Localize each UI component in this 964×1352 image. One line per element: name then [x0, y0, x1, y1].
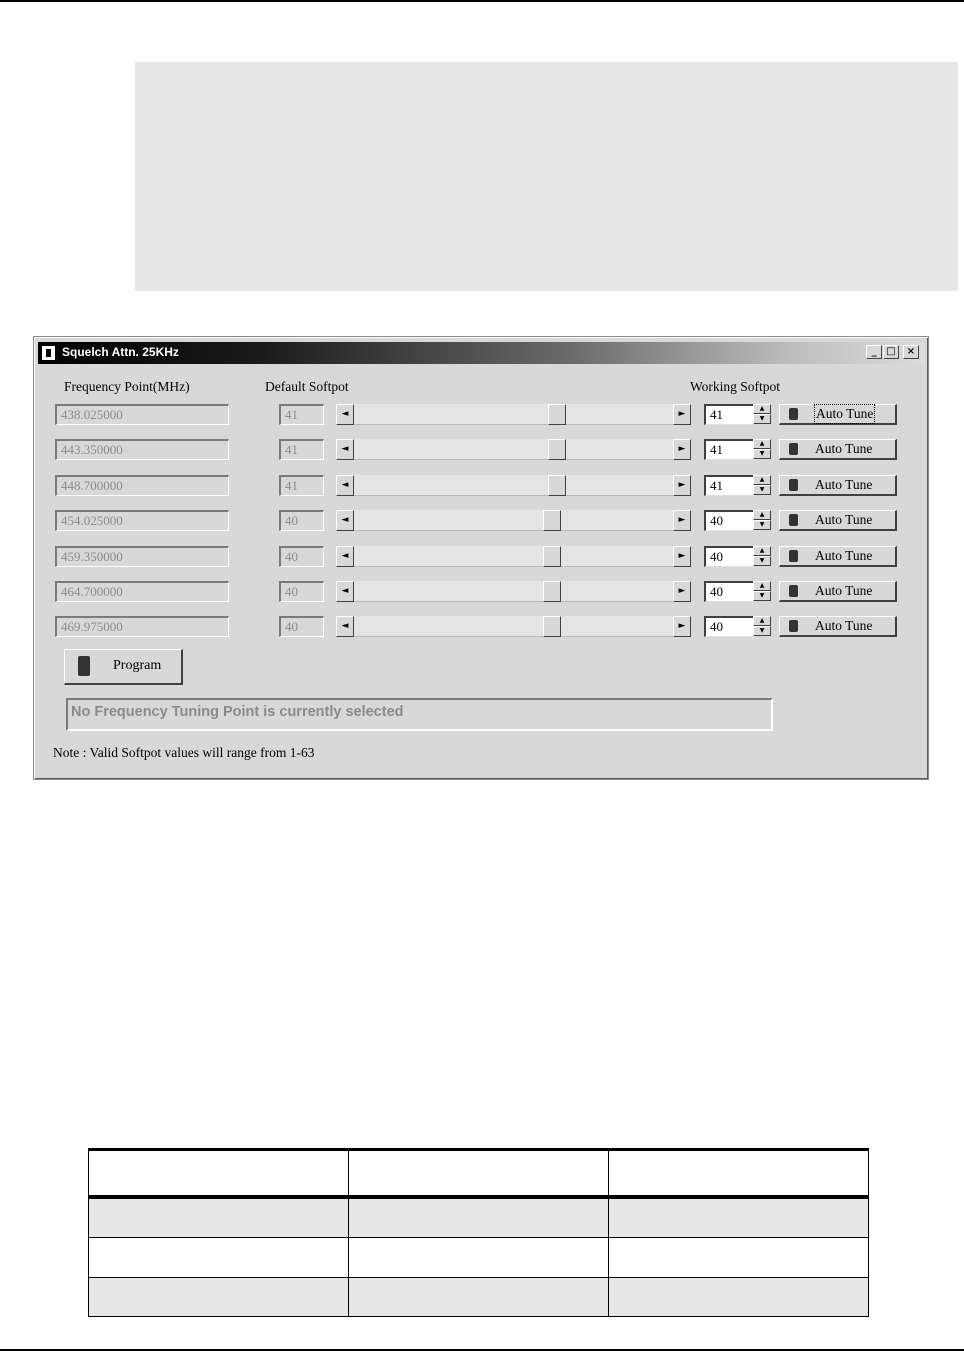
auto-tune-label: Auto Tune [815, 512, 873, 528]
frequency-field: 443.350000 [55, 439, 229, 460]
frequency-field: 448.700000 [55, 475, 229, 496]
frequency-field: 459.350000 [55, 546, 229, 567]
radio-program-icon [78, 656, 90, 676]
softpot-slider[interactable] [336, 475, 691, 496]
working-softpot-input[interactable]: 40 [704, 510, 754, 531]
table-cell [349, 1197, 609, 1238]
page-bottom-rule [0, 1349, 964, 1351]
default-softpot-field: 41 [279, 439, 324, 460]
spin-down-icon[interactable]: ▼ [753, 591, 771, 601]
scroll-left-arrow-icon[interactable]: ◄ [336, 404, 354, 425]
auto-tune-label: Auto Tune [815, 583, 873, 598]
program-button-label: Program [113, 658, 162, 673]
radio-icon [789, 443, 798, 455]
frequency-field: 438.025000 [55, 404, 229, 425]
spin-up-icon[interactable]: ▲ [753, 510, 771, 520]
program-button[interactable] [64, 649, 183, 685]
default-softpot-field: 40 [279, 546, 324, 567]
working-softpot-input[interactable]: 40 [704, 546, 754, 567]
softpot-row [34, 404, 930, 430]
softpot-row [34, 510, 930, 536]
maximize-button[interactable]: □ [883, 345, 899, 359]
table-header-cell [609, 1150, 869, 1198]
scroll-left-arrow-icon[interactable]: ◄ [336, 439, 354, 460]
softpot-slider[interactable] [336, 439, 691, 460]
scroll-left-arrow-icon[interactable]: ◄ [336, 616, 354, 637]
auto-tune-label: Auto Tune [816, 406, 874, 421]
frequency-field: 469.975000 [55, 616, 229, 637]
frequency-field: 454.025000 [55, 510, 229, 531]
softpot-row [34, 616, 930, 642]
table-header-cell [89, 1150, 349, 1198]
radio-icon [41, 345, 56, 361]
working-softpot-spinner[interactable] [753, 546, 771, 567]
softpot-row [34, 581, 930, 607]
spin-down-icon[interactable]: ▼ [753, 414, 771, 424]
softpot-slider[interactable] [336, 546, 691, 567]
spin-down-icon[interactable]: ▼ [753, 520, 771, 530]
empty-table [88, 1148, 869, 1317]
spin-up-icon[interactable]: ▲ [753, 546, 771, 556]
softpot-row [34, 475, 930, 501]
default-softpot-field: 40 [279, 616, 324, 637]
table-row [89, 1277, 869, 1316]
scroll-right-arrow-icon[interactable]: ► [673, 546, 691, 567]
auto-tune-button[interactable] [779, 581, 897, 602]
table-cell [609, 1238, 869, 1277]
table-row [89, 1238, 869, 1277]
softpot-row [34, 546, 930, 572]
table-cell [349, 1277, 609, 1316]
spin-down-icon[interactable]: ▼ [753, 485, 771, 495]
radio-icon [789, 514, 798, 526]
working-softpot-spinner[interactable] [753, 581, 771, 602]
window-title: Squelch Attn. 25KHz [62, 345, 179, 359]
working-softpot-spinner[interactable] [753, 616, 771, 637]
softpot-row [34, 439, 930, 465]
scroll-right-arrow-icon[interactable]: ► [673, 404, 691, 425]
minimize-button[interactable]: _ [866, 345, 882, 359]
table-cell [349, 1238, 609, 1277]
slider-thumb[interactable] [548, 439, 566, 460]
slider-thumb[interactable] [543, 581, 561, 602]
scroll-right-arrow-icon[interactable]: ► [673, 475, 691, 496]
spin-up-icon[interactable]: ▲ [753, 404, 771, 414]
working-softpot-input[interactable]: 40 [704, 616, 754, 637]
close-button[interactable]: × [903, 345, 919, 359]
default-softpot-field: 41 [279, 404, 324, 425]
working-softpot-spinner[interactable] [753, 404, 771, 425]
softpot-slider[interactable] [336, 616, 691, 637]
slider-thumb[interactable] [543, 546, 561, 567]
auto-tune-label: Auto Tune [815, 547, 873, 563]
table-cell [89, 1277, 349, 1316]
working-softpot-input[interactable]: 40 [704, 581, 754, 602]
slider-thumb[interactable] [543, 616, 561, 637]
working-softpot-input[interactable]: 41 [704, 475, 754, 496]
auto-tune-button[interactable] [779, 475, 897, 496]
spin-up-icon[interactable]: ▲ [753, 616, 771, 626]
scroll-right-arrow-icon[interactable]: ► [673, 581, 691, 602]
default-softpot-field: 41 [279, 475, 324, 496]
radio-icon [789, 620, 798, 632]
auto-tune-button[interactable] [779, 510, 897, 531]
auto-tune-button[interactable] [779, 546, 897, 567]
auto-tune-button[interactable] [779, 439, 897, 460]
title-bar[interactable] [38, 342, 924, 364]
softpot-range-note: Note : Valid Softpot values will range from 1-63 [53, 745, 315, 760]
scroll-left-arrow-icon[interactable]: ◄ [336, 581, 354, 602]
spin-up-icon[interactable]: ▲ [753, 581, 771, 591]
softpot-slider[interactable] [336, 404, 691, 425]
spin-up-icon[interactable]: ▲ [753, 475, 771, 485]
table-cell [89, 1197, 349, 1238]
radio-icon [789, 479, 798, 491]
radio-icon [789, 585, 798, 597]
spin-down-icon[interactable]: ▼ [753, 449, 771, 459]
scroll-left-arrow-icon[interactable]: ◄ [336, 510, 354, 531]
auto-tune-button[interactable] [779, 616, 897, 637]
table-header-cell [349, 1150, 609, 1198]
softpot-slider[interactable] [336, 510, 691, 531]
table-row [89, 1197, 869, 1238]
scroll-right-arrow-icon[interactable]: ► [673, 510, 691, 531]
auto-tune-label: Auto Tune [815, 618, 873, 634]
scroll-left-arrow-icon[interactable]: ◄ [336, 475, 354, 496]
working-softpot-input[interactable]: 41 [704, 404, 754, 425]
spin-up-icon[interactable]: ▲ [753, 439, 771, 449]
working-softpot-spinner[interactable] [753, 510, 771, 531]
squelch-attn-window [33, 336, 929, 780]
radio-icon [789, 408, 798, 420]
frequency-field: 464.700000 [55, 581, 229, 602]
spin-down-icon[interactable]: ▼ [753, 556, 771, 566]
working-softpot-spinner[interactable] [753, 475, 771, 496]
softpot-slider[interactable] [336, 581, 691, 602]
working-softpot-input[interactable]: 41 [704, 439, 754, 460]
table-header-row [89, 1150, 869, 1198]
working-softpot-column-header: Working Softpot [690, 379, 781, 394]
auto-tune-label: Auto Tune [815, 476, 873, 492]
auto-tune-label: Auto Tune [815, 441, 873, 457]
scroll-right-arrow-icon[interactable]: ► [673, 439, 691, 460]
table-cell [89, 1238, 349, 1277]
page-top-rule [0, 0, 964, 2]
spin-down-icon[interactable]: ▼ [753, 626, 771, 636]
default-softpot-field: 40 [279, 510, 324, 531]
shaded-placeholder-block [135, 62, 958, 291]
auto-tune-button[interactable] [779, 404, 897, 425]
table-cell [609, 1277, 869, 1316]
frequency-column-header: Frequency Point(MHz) [64, 379, 190, 394]
slider-thumb[interactable] [548, 475, 566, 496]
status-field: No Frequency Tuning Point is currently selected [66, 698, 773, 731]
default-softpot-field: 40 [279, 581, 324, 602]
working-softpot-spinner[interactable] [753, 439, 771, 460]
default-softpot-column-header: Default Softpot [265, 379, 349, 394]
scroll-right-arrow-icon[interactable]: ► [673, 616, 691, 637]
slider-thumb[interactable] [548, 404, 566, 425]
table-cell [609, 1197, 869, 1238]
radio-icon [789, 550, 798, 562]
scroll-left-arrow-icon[interactable]: ◄ [336, 546, 354, 567]
slider-thumb[interactable] [543, 510, 561, 531]
